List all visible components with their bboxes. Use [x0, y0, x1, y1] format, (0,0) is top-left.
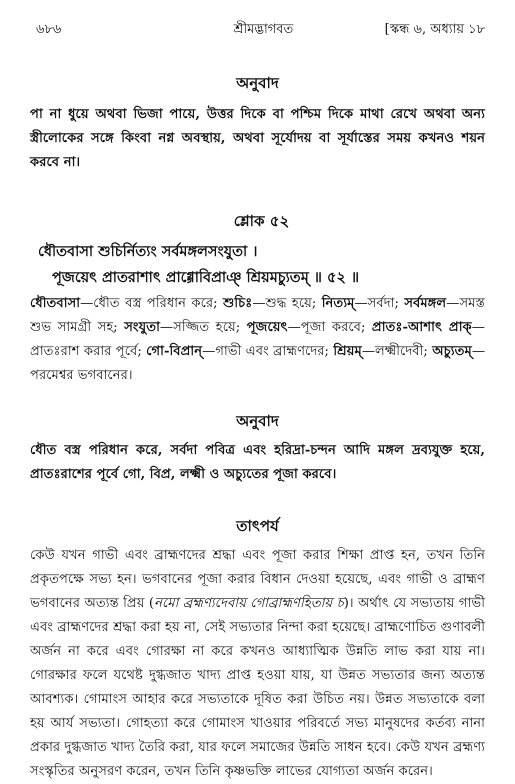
synonym-dash: —	[354, 296, 368, 311]
translation-text: পা না ধুয়ে অথবা ভিজা পায়ে, উত্তর দিকে বা পশ্চিম দিকে মাথা রেখে অথবা অন্য স্ত্রীলোকের সঙ্গে কিংবা নগ্ন অবস্থায়, অথবা সূর্যোদয় বা সূর্যাস্তের সময় কখনও শয়ন করবে না।	[30, 107, 485, 170]
synonym-dash: —	[471, 344, 485, 359]
verse-heading: শ্লোক ৫২	[233, 212, 290, 230]
synonym-dash: —	[80, 296, 94, 311]
translation-heading-2: অনুবাদ	[236, 412, 279, 430]
synonym-word: প্রাতঃ-আশাৎ প্রাক্	[371, 320, 472, 335]
translation-section-2	[30, 410, 485, 487]
synonym-word: নিত্যম্	[321, 296, 355, 311]
verse-line-2: পূজয়েৎ প্রাতরাশাৎ প্রাগ্গোবিপ্রাঞ্ শ্রিয়মচ্যুতম্ ॥ ৫২ ॥	[52, 269, 360, 286]
synonym-meaning: সর্বদা;	[367, 296, 405, 311]
synonym-word: পূজয়েৎ	[246, 320, 288, 335]
synonym-meaning: শুদ্ধ হয়ে;	[265, 296, 322, 311]
synonym-meaning: গাভী এবং ব্রাহ্মণদের;	[215, 344, 334, 359]
synonym-word: শুচিঃ	[223, 296, 253, 311]
translation-section	[30, 72, 485, 175]
synonym-meaning: পূজা করবে;	[300, 320, 372, 335]
synonym-word: শ্রিয়ম্	[333, 344, 362, 359]
purport-section	[30, 515, 485, 784]
synonym-meaning: ধৌত বস্ত্র পরিধান করে;	[93, 296, 224, 311]
purport-heading: তাৎপর্য	[236, 517, 279, 535]
translation-text-2: ধৌত বস্ত্র পরিধান করে, সর্বদা পবিত্র এবং হরিদ্রা-চন্দন আদি মঙ্গল দ্রব্যযুক্ত হয়ে, প্রাতঃরাশের পূর্বে গো, বিপ্র, লক্ষ্মী ও অচ্যুতের পূজা করবে।	[30, 443, 485, 482]
synonym-meaning: সমস্ত শুভ সামগ্রী সহ;	[30, 296, 485, 335]
purport-text	[30, 544, 485, 784]
synonym-word: ধৌতবাসা	[30, 296, 81, 311]
running-header	[22, 20, 493, 40]
translation-heading: অনুবাদ	[236, 74, 279, 92]
synonym-meaning: প্রাতঃরাশ করার পূর্বে;	[30, 344, 147, 359]
synonym-dash: —	[446, 296, 460, 311]
synonym-meaning: সজ্জিত হয়ে;	[173, 320, 247, 335]
synonym-word: সংযুতা	[124, 320, 160, 335]
synonym-dash: —	[287, 320, 301, 335]
synonym-dash: —	[361, 344, 375, 359]
synonym-word: অচ্যুতম্	[432, 344, 472, 359]
synonym-meaning: লক্ষ্মীদেবী;	[375, 344, 433, 359]
synonym-dash: —	[471, 320, 485, 335]
purport-quote: নমো ব্রহ্মণ্যদেবায় গোব্রাহ্মণহিতায় চ	[154, 596, 344, 611]
purport-part-1: কেউ যখন গাভী এবং ব্রাহ্মণদের শ্রদ্ধা এবং পূজা করার শিক্ষা প্রাপ্ত হন, তখন তিনি প্রকৃতপক্ষে সভ্য হন। ভগবানের পূজা করার বিধান দেওয়া হয়েছে, এবং গাভী ও ব্রাহ্মণ ভগবানের অত্যন্ত প্রিয় (	[30, 548, 485, 611]
verse-line-1: ধৌতবাসা শুচির্নিত্যং সর্বমঙ্গলসংযুতা ।	[38, 243, 258, 260]
synonyms-section	[30, 292, 485, 388]
synonym-dash: —	[202, 344, 216, 359]
synonym-meaning: পরমেশ্বর ভগবানের।	[30, 368, 133, 383]
synonyms-text	[30, 292, 485, 388]
synonym-word: সর্বমঙ্গল	[404, 296, 447, 311]
verse-section	[38, 210, 485, 291]
synonym-word: গো-বিপ্রান্	[146, 344, 203, 359]
book-title: শ্রীমদ্ভাগবত	[233, 22, 294, 37]
page-number: ৬৮৬	[36, 22, 62, 37]
purport-part-2: )। অর্থাৎ যে সভ্যতায় গাভী এবং ব্রাহ্মণদের শ্রদ্ধা করা হয় না, সেই সভ্যতার নিন্দা করা হয়েছে। ব্রাহ্মণোচিত গুণাবলী অর্জন না করে এবং গোরক্ষা না করে কখনও আধ্যাত্মিক উন্নতি লাভ করা যায় না। গোরক্ষার ফলে যথেষ্ট দুগ্ধজাত খাদ্য প্রাপ্ত হওয়া যায়, যা উন্নত সভ্যতার জন্য অত্যন্ত আবশ্যক। গোমাংস আহার করে সভ্যতাকে দূষিত করা উচিত নয়। উন্নত সভ্যতাকে বলা হয় আর্য সভ্যতা। গোহত্যা করে গোমাংস খাওয়ার পরিবর্তে সভ্য মানুষদের কর্তব্য নানা প্রকার দুগ্ধজাত খাদ্য তৈরি করা, যার ফলে সমাজের উন্নতি সাধন হবে। কেউ যখন ব্রহ্মণ্য সংস্কৃতির অনুসরণ করেন, তখন তিনি কৃষ্ণভক্তি লাভের যোগ্যতা অর্জন করেন।	[30, 596, 485, 779]
section-reference: [স্কন্ধ ৬, অধ্যায় ১৮	[384, 22, 485, 37]
synonym-dash: —	[252, 296, 266, 311]
synonym-dash: —	[159, 320, 174, 335]
